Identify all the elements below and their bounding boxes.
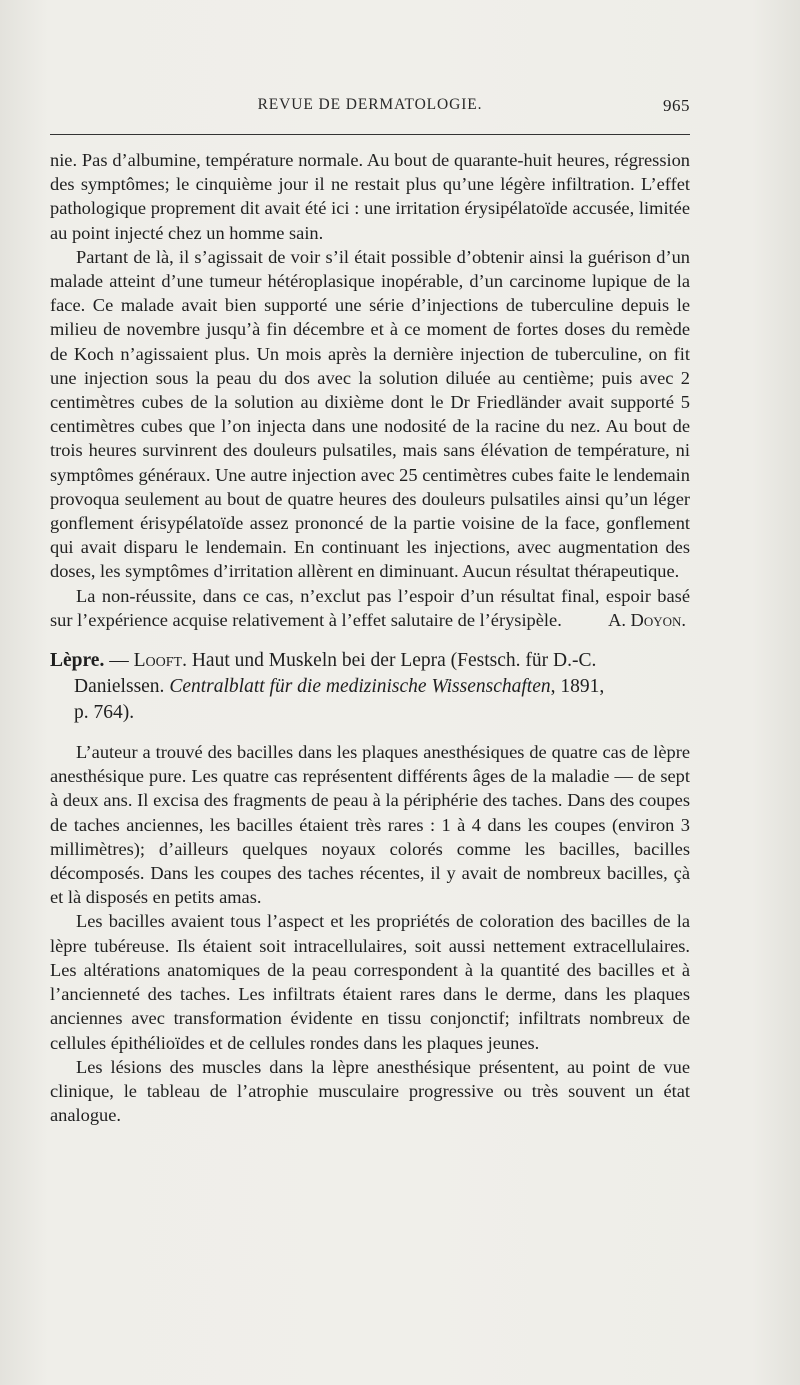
paragraph-bacilli-properties: Les bacilles avaient tous l’aspect et les propriétés de coloration des bacilles de la lèpre tubéreuse. Ils étaient soit intracellulaires, soit aussi nettement extracellulaires. Les altérations anatomiques de la peau correspondent à la quantité des bacilles et à l’ancienneté des taches. Les infiltrats étaient rares dans le derme, dans les plaques anciennes avec transformation évidente en tissu conjonctif; infiltrats nombreux de cellules épithélioïdes et de cellules rondes dans les plaques jeunes.	[50, 911, 690, 1053]
publication-year: , 1891,	[550, 676, 605, 698]
conclusion-text: La non-réussite, dans ce cas, n’exclut pas l’espoir d’un résultat final, espoir basé sur l’expérience acquise relativement à l’effet salutaire de l’érysipèle.	[50, 585, 690, 630]
paragraph-continuation: nie. Pas d’albumine, température normale. Au bout de quarante-huit heures, régression des symptômes; le cinquième jour il ne restait plus qu’une légère infiltration. L’effet pathologique proprement dit avait été ici : une irritation érysipélatoïde accusée, limitée au point injecté chez un homme sain.	[50, 150, 690, 243]
page-reference: p. 764).	[74, 702, 135, 724]
paragraph-conclusion	[50, 584, 690, 632]
article-title: Haut und Muskeln bei der Lepra (Festsch. für D.-C.	[186, 650, 597, 672]
journal-name: Centralblatt für die medizinische Wissenschaften	[169, 676, 551, 698]
paragraph-carcinoma-case: Partant de là, il s’agissait de voir s’il était possible d’obtenir ainsi la guérison d’un malade atteint d’une tumeur hétéroplasique inopérable, d’un carcinome lupique de la face. Ce malade avait bien supporté une série d’injections de tuberculine depuis le milieu de novembre jusqu’à fin décembre et à ce moment de fortes doses du remède de Koch n’agissaient plus. Un mois après la dernière injection de tuberculine, on fit une injection sous la peau du dos avec la solution diluée au centième; puis avec 2 centimètres cubes de la solution au dixième dont le Dr Friedländer avait supporté 5 centimètres cubes que l’on injecta dans une nodosité de la racine du nez. Au bout de trois heures survinrent des douleurs pulsatiles, mais sans élévation de température, ni symptômes généraux. Une autre injection avec 25 centimètres cubes faite le lendemain provoqua seulement au bout de quatre heures des douleurs pulsatiles ainsi qu’un léger gonflement érisypélatoïde assez prononcé de la partie voisine de la face, gonflement qui avait disparu le lendemain. En continuant les injections, avec augmentation des doses, les symptômes d’irritation allèrent en diminuant. Aucun résultat thérapeutique.	[50, 246, 690, 582]
page-number: 965	[663, 96, 690, 115]
author-signature: A. Doyon.	[608, 609, 686, 630]
paragraph-muscle-lesions: Les lésions des muscles dans la lèpre anesthésique présentent, au point de vue clinique, le tableau de l’atrophie musculaire progressive ou très souvent un état analogue.	[50, 1056, 690, 1126]
running-header	[50, 96, 690, 120]
body-text	[50, 148, 690, 1127]
entry-title: Lèpre.	[50, 650, 105, 672]
article-author: Looft.	[133, 650, 187, 672]
heading-dash: —	[104, 650, 134, 672]
running-title: REVUE DE DERMATOLOGIE.	[257, 96, 483, 113]
spacer	[50, 726, 690, 740]
article-title-continued: Danielssen.	[74, 676, 170, 698]
article-heading	[50, 648, 690, 726]
paragraph-bacilli-found: L’auteur a trouvé des bacilles dans les plaques anesthésiques de quatre cas de lèpre anesthésique pure. Les quatre cas représentent différents âges de la maladie — de sept à deux ans. Il excisa des fragments de peau à la périphérie des taches. Dans des coupes de taches anciennes, les bacilles étaient très rares : 1 à 4 dans les coupes (environ 3 millimètres); d’ailleurs quelques noyaux colorés comme les bacilles, bacilles décomposés. Dans les coupes des taches récentes, il y avait de nombreux bacilles, çà et là disposés en petits amas.	[50, 742, 690, 908]
header-rule	[50, 134, 690, 135]
